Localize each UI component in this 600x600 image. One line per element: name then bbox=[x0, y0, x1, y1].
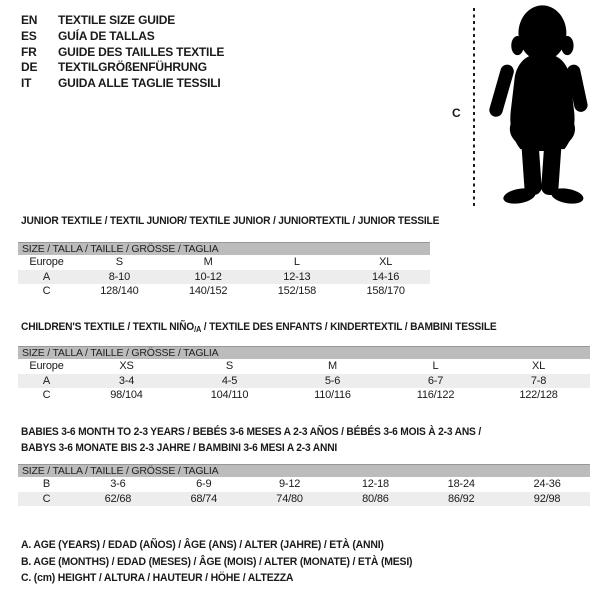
table-cell: L bbox=[293, 256, 300, 269]
table-cell: 98/104 bbox=[110, 389, 143, 402]
toddler-silhouette-icon bbox=[483, 2, 598, 208]
table-cell: 3-4 bbox=[75, 374, 178, 389]
babies-section-title-line2: BABYS 3-6 MONATE BIS 2-3 JAHRE / BAMBINI 3-6 MESI A 2-3 ANNI bbox=[21, 442, 338, 454]
table-cell: 8-10 bbox=[75, 270, 164, 285]
table-cell: S bbox=[115, 256, 123, 269]
height-dashed-line bbox=[473, 8, 475, 206]
lang-row-it bbox=[21, 76, 224, 92]
size-header-label: SIZE / TALLA / TAILLE / GRÖSSE / TAGLIA bbox=[18, 465, 590, 478]
footnote-age-years: A. AGE (YEARS) / EDAD (AÑOS) / ÂGE (ANS) / ALTER (JAHRE) / ETÀ (ANNI) bbox=[21, 539, 384, 551]
lang-code: FR bbox=[21, 44, 37, 59]
footnotes bbox=[21, 537, 433, 587]
row-label: A bbox=[18, 374, 75, 389]
table-cell: L bbox=[432, 360, 439, 373]
table-row-europe bbox=[18, 359, 590, 374]
babies-size-table bbox=[18, 464, 590, 506]
table-cell: 18-24 bbox=[447, 478, 475, 491]
lang-row-de bbox=[21, 60, 224, 76]
table-row-europe bbox=[18, 255, 430, 270]
size-header-label: SIZE / TALLA / TAILLE / GRÖSSE / TAGLIA bbox=[18, 243, 430, 256]
table-cell: 10-12 bbox=[164, 270, 253, 285]
table-cell: 4-5 bbox=[178, 374, 281, 389]
table-cell: XL bbox=[379, 256, 393, 269]
lang-label: GUIDA ALLE TAGLIE TESSILI bbox=[58, 76, 221, 91]
table-cell: 24-36 bbox=[533, 478, 561, 491]
junior-section-title: JUNIOR TEXTILE / TEXTIL JUNIOR/ TEXTILE JUNIOR / JUNIORTEXTIL / JUNIOR TESSILE bbox=[21, 215, 440, 227]
lang-label: TEXTILE SIZE GUIDE bbox=[58, 13, 176, 27]
table-cell: M bbox=[328, 360, 337, 373]
table-cell: XL bbox=[531, 360, 546, 373]
lang-code: DE bbox=[21, 60, 38, 75]
table-cell: M bbox=[203, 256, 213, 269]
table-cell: 86/92 bbox=[418, 492, 504, 507]
children-title-prefix: CHILDREN'S TEXTILE / TEXTIL NIÑO bbox=[21, 321, 195, 333]
table-cell: XS bbox=[119, 360, 134, 373]
table-cell: 5-6 bbox=[281, 374, 384, 389]
size-header-bar bbox=[18, 243, 430, 256]
table-row-age bbox=[18, 374, 590, 389]
table-cell: 6-7 bbox=[384, 374, 487, 389]
table-cell: 3-6 bbox=[110, 478, 126, 491]
table-cell: 122/128 bbox=[519, 389, 558, 402]
table-cell: 80/86 bbox=[332, 492, 418, 507]
size-header-label: SIZE / TALLA / TAILLE / GRÖSSE / TAGLIA bbox=[18, 347, 590, 360]
children-title-subscript: /A bbox=[194, 325, 202, 334]
table-cell: 128/140 bbox=[100, 285, 139, 298]
lang-row-es bbox=[21, 29, 224, 45]
table-cell: 104/110 bbox=[210, 389, 249, 402]
row-label: C bbox=[42, 285, 51, 298]
table-row-height bbox=[18, 492, 590, 507]
footnote-height-cm: C. (cm) HEIGHT / ALTURA / HAUTEUR / HÖHE / ALTEZZA bbox=[21, 572, 294, 585]
row-label: Europe bbox=[29, 360, 64, 373]
row-label: C bbox=[42, 389, 51, 402]
lang-row-fr bbox=[21, 45, 224, 61]
table-cell: 74/80 bbox=[247, 492, 333, 507]
lang-code: ES bbox=[21, 28, 37, 43]
table-row-months bbox=[18, 477, 590, 492]
row-label: C bbox=[18, 492, 75, 507]
babies-section-title-line1: BABIES 3-6 MONTH TO 2-3 YEARS / BEBÉS 3-6 MESES A 2-3 AÑOS / BÉBÉS 3-6 MOIS À 2-3 ANS / bbox=[21, 426, 482, 438]
table-cell: 140/152 bbox=[188, 285, 228, 298]
junior-size-table bbox=[18, 242, 430, 299]
table-cell: 152/158 bbox=[277, 285, 317, 298]
row-label: A bbox=[18, 270, 75, 285]
table-cell: 68/74 bbox=[161, 492, 247, 507]
children-title-suffix: / TEXTILE DES ENFANTS / KINDERTEXTIL / BAMBINI TESSILE bbox=[201, 321, 497, 333]
footnote-age-months: B. AGE (MONTHS) / EDAD (MESES) / ÂGE (MOIS) / ALTER (MONATE) / ETÀ (MESI) bbox=[21, 555, 413, 568]
size-header-bar bbox=[18, 465, 590, 478]
lang-code: EN bbox=[21, 13, 38, 27]
table-row-height bbox=[18, 284, 430, 299]
children-section-title bbox=[21, 321, 497, 334]
table-cell: 92/98 bbox=[504, 492, 590, 507]
table-cell: 9-12 bbox=[278, 478, 301, 491]
height-measure-label: C bbox=[452, 106, 461, 120]
table-cell: 62/68 bbox=[75, 492, 161, 507]
table-cell: 110/116 bbox=[314, 389, 351, 402]
row-label: Europe bbox=[29, 256, 64, 269]
table-cell: S bbox=[225, 360, 234, 373]
table-cell: 6-9 bbox=[196, 478, 212, 491]
row-label: B bbox=[42, 478, 51, 491]
lang-label: TEXTILGRÖßENFÜHRUNG bbox=[58, 60, 207, 75]
language-header bbox=[21, 13, 224, 92]
children-size-table bbox=[18, 346, 590, 403]
size-header-bar bbox=[18, 347, 590, 360]
table-cell: 158/170 bbox=[366, 285, 405, 298]
table-cell: 7-8 bbox=[487, 374, 590, 389]
table-cell: 12-13 bbox=[253, 270, 342, 285]
table-cell: 12-18 bbox=[361, 478, 389, 491]
lang-label: GUÍA DE TALLAS bbox=[58, 28, 155, 43]
table-row-age bbox=[18, 270, 430, 285]
lang-code: IT bbox=[21, 76, 32, 91]
table-row-height bbox=[18, 388, 590, 403]
lang-label: GUIDE DES TAILLES TEXTILE bbox=[58, 44, 225, 59]
lang-row-en bbox=[21, 13, 224, 29]
table-cell: 14-16 bbox=[341, 270, 430, 285]
table-cell: 116/122 bbox=[416, 389, 455, 402]
